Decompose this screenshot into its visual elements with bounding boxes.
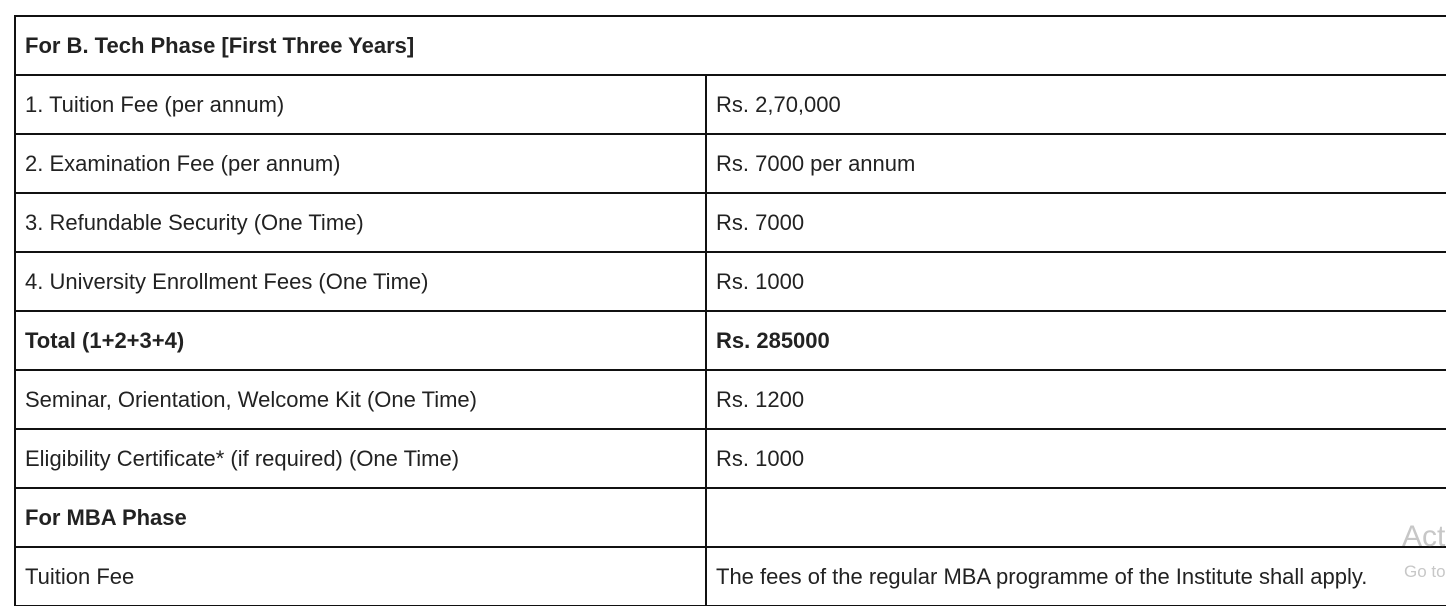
table-row: [15, 252, 1446, 311]
fee-table: [14, 15, 1446, 606]
fee-label: 4. University Enrollment Fees (One Time): [15, 252, 706, 311]
fee-label: Tuition Fee: [15, 547, 706, 606]
section-label: For MBA Phase: [15, 488, 706, 547]
table-row: [15, 429, 1446, 488]
fee-value: Rs. 7000: [706, 193, 1446, 252]
fee-label: Seminar, Orientation, Welcome Kit (One Time): [15, 370, 706, 429]
table-row: [15, 75, 1446, 134]
fee-label: 2. Examination Fee (per annum): [15, 134, 706, 193]
table-total-row: [15, 311, 1446, 370]
fee-value: Rs. 2,70,000: [706, 75, 1446, 134]
table-row: [15, 547, 1446, 606]
table-row: [15, 370, 1446, 429]
total-value: Rs. 285000: [706, 311, 1446, 370]
fee-value: Rs. 7000 per annum: [706, 134, 1446, 193]
total-label: Total (1+2+3+4): [15, 311, 706, 370]
fee-label: 1. Tuition Fee (per annum): [15, 75, 706, 134]
table-row: [15, 134, 1446, 193]
table-row: [15, 193, 1446, 252]
fee-value: Rs. 1000: [706, 252, 1446, 311]
table-header-row: [15, 16, 1446, 75]
section-value: [706, 488, 1446, 547]
activation-watermark-subtext: Go to: [1404, 562, 1446, 581]
fee-value: Rs. 1200: [706, 370, 1446, 429]
fee-value: Rs. 1000: [706, 429, 1446, 488]
fee-label: 3. Refundable Security (One Time): [15, 193, 706, 252]
activation-watermark: Act: [1402, 520, 1446, 553]
table-section-row: [15, 488, 1446, 547]
fee-label: Eligibility Certificate* (if required) (One Time): [15, 429, 706, 488]
table-section-title: For B. Tech Phase [First Three Years]: [15, 16, 1446, 75]
fee-value: The fees of the regular MBA programme of the Institute shall apply.: [706, 547, 1446, 606]
